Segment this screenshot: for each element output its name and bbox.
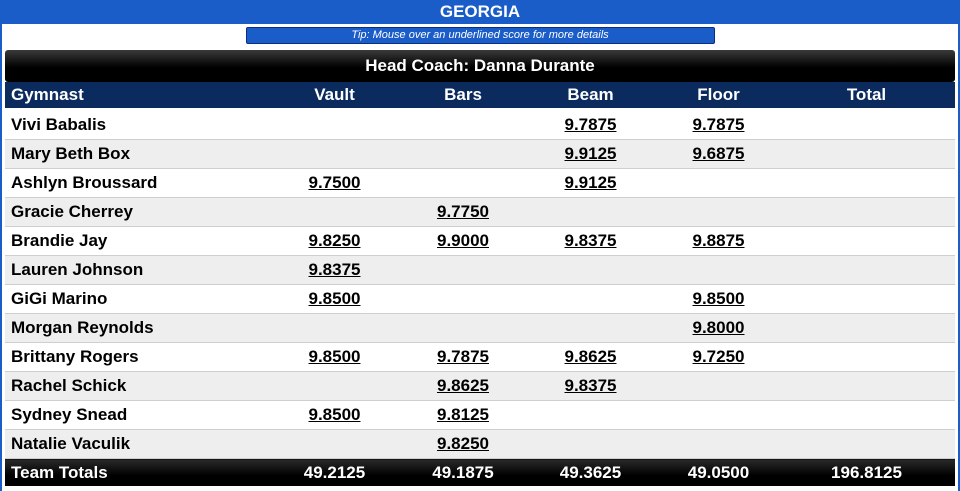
table-row — [5, 140, 955, 169]
gymnast-name: Brittany Rogers — [5, 343, 265, 372]
table-row — [5, 227, 955, 256]
head-coach-bar: Head Coach: Danna Durante — [5, 50, 955, 82]
gymnast-name: Brandie Jay — [5, 227, 265, 256]
score-link-bars[interactable]: 9.9000 — [437, 231, 489, 250]
score-link-beam[interactable]: 9.7875 — [564, 115, 617, 134]
score-link-bars[interactable]: 9.8625 — [437, 376, 489, 395]
score-cell-beam — [522, 140, 659, 169]
score-cell-floor — [659, 401, 778, 430]
score-cell-total — [778, 227, 955, 256]
score-cell-total — [778, 401, 955, 430]
gymnast-name: Natalie Vaculik — [5, 430, 265, 459]
gymnast-name: Gracie Cherrey — [5, 198, 265, 227]
score-cell-vault — [265, 110, 404, 140]
gymnast-name: Sydney Snead — [5, 401, 265, 430]
score-cell-floor — [659, 140, 778, 169]
score-link-bars[interactable]: 9.8250 — [437, 434, 489, 453]
score-cell-vault — [265, 285, 404, 314]
tip-banner: Tip: Mouse over an underlined score for more details — [246, 27, 715, 44]
table-row — [5, 198, 955, 227]
score-link-floor[interactable]: 9.7250 — [692, 347, 745, 366]
score-cell-vault — [265, 343, 404, 372]
score-cell-total — [778, 140, 955, 169]
header-row — [5, 82, 955, 110]
score-link-bars[interactable]: 9.8125 — [437, 405, 489, 424]
score-cell-beam — [522, 430, 659, 459]
score-cell-vault — [265, 198, 404, 227]
score-link-floor[interactable]: 9.6875 — [692, 144, 745, 163]
table-row — [5, 314, 955, 343]
score-cell-beam — [522, 285, 659, 314]
gymnast-name: Lauren Johnson — [5, 256, 265, 285]
team-total-bars: 49.1875 — [404, 459, 522, 487]
score-cell-vault — [265, 430, 404, 459]
team-total-vault: 49.2125 — [265, 459, 404, 487]
score-cell-total — [778, 169, 955, 198]
score-cell-floor — [659, 314, 778, 343]
gymnast-name: Ashlyn Broussard — [5, 169, 265, 198]
team-totals-label: Team Totals — [5, 459, 265, 487]
score-cell-bars — [404, 401, 522, 430]
score-cell-total — [778, 285, 955, 314]
score-cell-vault — [265, 227, 404, 256]
score-cell-beam — [522, 110, 659, 140]
gymnast-name: Rachel Schick — [5, 372, 265, 401]
score-link-vault[interactable]: 9.8500 — [308, 347, 361, 366]
score-link-vault[interactable]: 9.8500 — [308, 405, 361, 424]
score-cell-vault — [265, 256, 404, 285]
tip-row — [2, 24, 958, 46]
score-link-beam[interactable]: 9.8375 — [564, 376, 617, 395]
table-row — [5, 372, 955, 401]
score-cell-beam — [522, 401, 659, 430]
score-cell-vault — [265, 372, 404, 401]
score-cell-total — [778, 198, 955, 227]
score-cell-vault — [265, 314, 404, 343]
score-link-floor[interactable]: 9.8500 — [692, 289, 745, 308]
score-cell-total — [778, 372, 955, 401]
score-cell-bars — [404, 430, 522, 459]
score-cell-floor — [659, 110, 778, 140]
score-cell-total — [778, 314, 955, 343]
team-total-beam: 49.3625 — [522, 459, 659, 487]
gymnast-name: Morgan Reynolds — [5, 314, 265, 343]
score-cell-bars — [404, 314, 522, 343]
table-row — [5, 285, 955, 314]
column-header-gymnast: Gymnast — [5, 82, 265, 110]
score-cell-total — [778, 343, 955, 372]
score-cell-bars — [404, 169, 522, 198]
score-link-floor[interactable]: 9.8875 — [692, 231, 745, 250]
score-link-floor[interactable]: 9.7875 — [692, 115, 745, 134]
score-link-vault[interactable]: 9.8375 — [308, 260, 361, 279]
score-cell-vault — [265, 140, 404, 169]
score-link-beam[interactable]: 9.9125 — [564, 173, 617, 192]
column-header-beam: Beam — [522, 82, 659, 110]
score-cell-bars — [404, 140, 522, 169]
score-cell-beam — [522, 227, 659, 256]
score-cell-vault — [265, 401, 404, 430]
score-table-body — [5, 110, 955, 459]
column-header-bars: Bars — [404, 82, 522, 110]
score-cell-beam — [522, 198, 659, 227]
table-row — [5, 110, 955, 140]
table-row — [5, 401, 955, 430]
score-link-vault[interactable]: 9.8250 — [308, 231, 361, 250]
score-link-vault[interactable]: 9.7500 — [308, 173, 361, 192]
score-cell-total — [778, 110, 955, 140]
score-cell-bars — [404, 372, 522, 401]
team-name-header: GEORGIA — [2, 0, 958, 24]
table-row — [5, 343, 955, 372]
score-cell-bars — [404, 343, 522, 372]
gymnast-name: Vivi Babalis — [5, 110, 265, 140]
score-cell-floor — [659, 169, 778, 198]
score-cell-bars — [404, 110, 522, 140]
score-cell-total — [778, 430, 955, 459]
score-cell-floor — [659, 372, 778, 401]
score-cell-floor — [659, 227, 778, 256]
team-totals-row — [5, 459, 955, 487]
table-row — [5, 169, 955, 198]
team-total-floor: 49.0500 — [659, 459, 778, 487]
score-link-beam[interactable]: 9.8625 — [564, 347, 617, 366]
score-cell-floor — [659, 256, 778, 285]
score-cell-bars — [404, 227, 522, 256]
column-header-floor: Floor — [659, 82, 778, 110]
table-row — [5, 256, 955, 285]
column-header-vault: Vault — [265, 82, 404, 110]
score-cell-bars — [404, 285, 522, 314]
gymnast-name: GiGi Marino — [5, 285, 265, 314]
score-cell-beam — [522, 372, 659, 401]
team-total-overall: 196.8125 — [778, 459, 955, 487]
score-link-vault[interactable]: 9.8500 — [308, 289, 361, 308]
gymnast-name: Mary Beth Box — [5, 140, 265, 169]
score-cell-beam — [522, 343, 659, 372]
score-cell-bars — [404, 256, 522, 285]
score-link-bars[interactable]: 9.7750 — [437, 202, 489, 221]
column-header-total: Total — [778, 82, 955, 110]
score-cell-beam — [522, 256, 659, 285]
score-cell-beam — [522, 314, 659, 343]
score-cell-floor — [659, 343, 778, 372]
score-link-beam[interactable]: 9.9125 — [564, 144, 617, 163]
score-cell-floor — [659, 198, 778, 227]
score-cell-vault — [265, 169, 404, 198]
score-cell-total — [778, 256, 955, 285]
score-cell-bars — [404, 198, 522, 227]
score-link-bars[interactable]: 9.7875 — [437, 347, 489, 366]
score-cell-beam — [522, 169, 659, 198]
table-row — [5, 430, 955, 459]
score-link-floor[interactable]: 9.8000 — [692, 318, 745, 337]
score-cell-floor — [659, 430, 778, 459]
score-table — [5, 82, 955, 486]
score-link-beam[interactable]: 9.8375 — [564, 231, 617, 250]
score-cell-floor — [659, 285, 778, 314]
